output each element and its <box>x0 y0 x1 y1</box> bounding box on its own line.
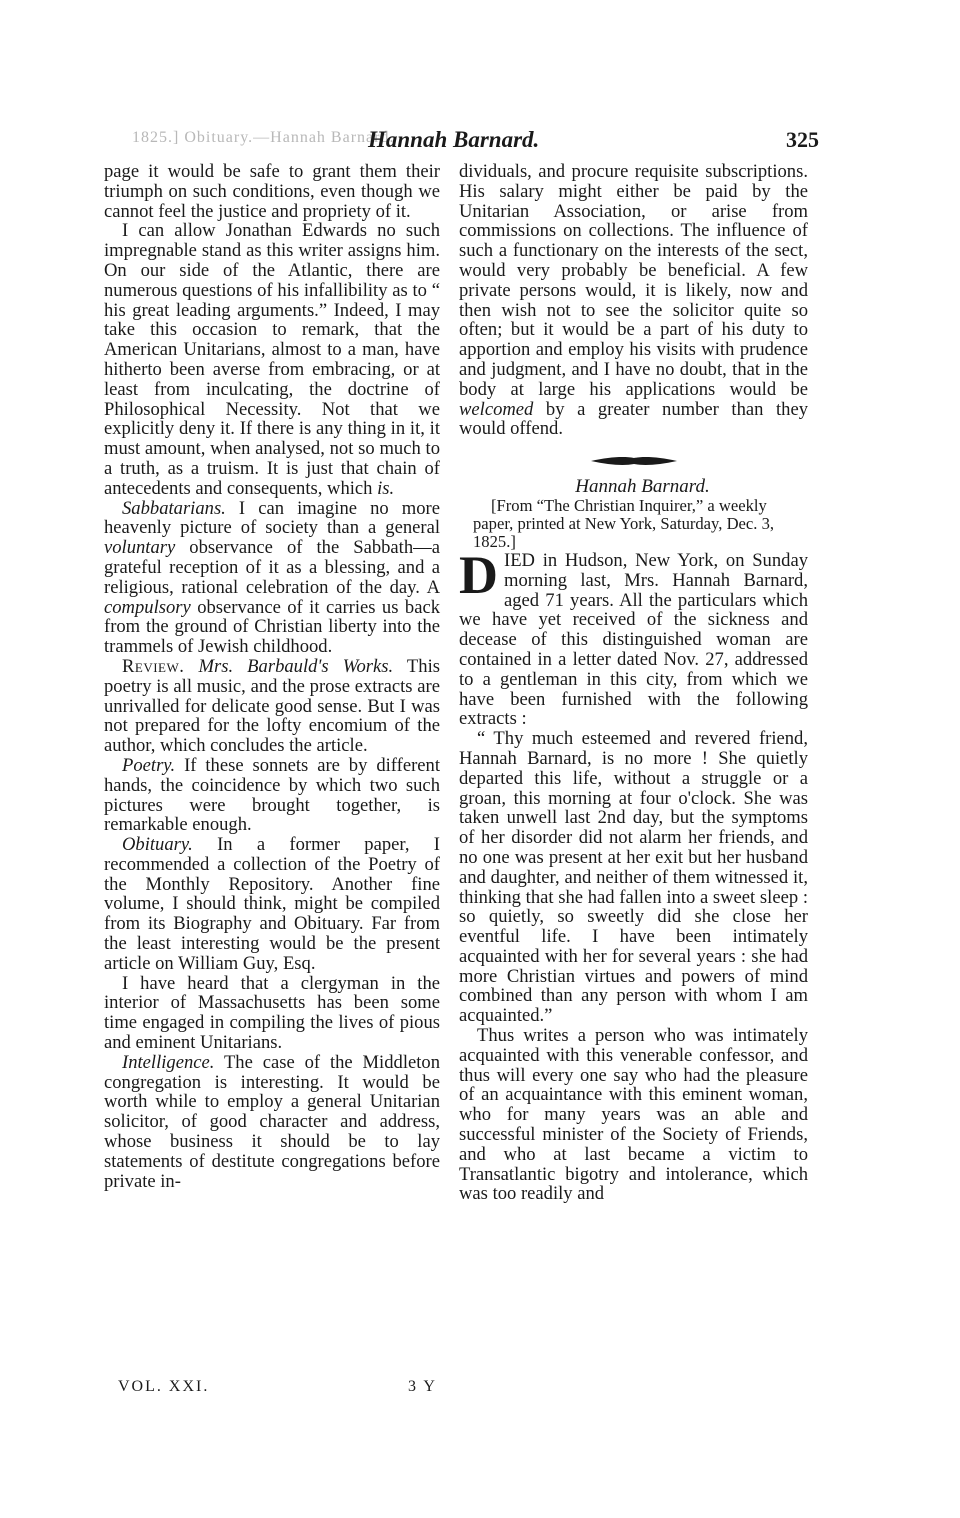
paragraph-clergyman: I have heard that a clergyman in the interior of Massachusetts has been some time engaged in compiling the lives of pious and eminent Unitarians. <box>104 972 440 1054</box>
paragraph-text: In a former paper, I recommended a collection of the Poetry of the Monthly Repository. Another fine volume, I should think, might be compiled from its Biography and Obituary. Far from the least interesting would be the present article on William Guy, Esq. <box>104 834 440 974</box>
emphasis-welcomed: welcomed <box>459 398 534 420</box>
paragraph-text: dividuals, and procure requisite subscriptions. His salary might either be paid by the Unitarian Association, or arise from commissions on collections. The influence of such a functionary on the interests of the sect, would very probably be beneficial. A few private persons would, it is likely, now and then wish not to see the solicitor quite so often; but it would be a part of his duty to apportion and employ his visits with prudence and judgment, and I have no doubt, that in the body at large his applications would be <box>459 161 808 400</box>
paragraph-continued <box>459 162 808 439</box>
paragraph-jonathan-edwards <box>104 221 440 498</box>
paragraph-text: I can allow Jonathan Edwards no such impregnable stand as this writer assigns him. On our side of the Atlantic, there are numerous questions of his infallibility as to “ his great leading arguments.” Indeed, I may take this occasion to remark, that the American Unitarians, almost to a man, have hitherto been averse from embracing, or at least from inculcating, the doctrine of Philosophical Necessity. Not that we explicitly deny it. If there is any thing in it, it must amount, when analysed, not so much to a truth, as a truism. It is just that chain of antecedents and consequents, which <box>104 220 440 499</box>
section-label-sabbatarians: Sabbatarians. <box>122 497 226 519</box>
paragraph-text: by a greater number than they would offend. <box>459 398 808 440</box>
section-divider-ornament <box>459 451 808 471</box>
paragraph-letter-extract: “ Thy much esteemed and revered friend, Hannah Barnard, is no more ! She quietly departed this life, without a struggle or a groan, this morning at four o'clock. She was taken unwell last 2nd day, but the symptoms of her disorder did not alarm her friends, and no one was present at her exit but her husband and daughter, and neither of them witnessed it, thinking that she had fallen into a sweet sleep : so quietly, so sweetly did she close her eventful life. I have been intimately acquainted with her for several years : she had more Christian virtues and powers of mind combined than any person with whom I am acquainted.” <box>459 728 808 1027</box>
paragraph-text: observance of the Sabbath—a grateful reception of it as a blessing, and a religious, rational celebration of the day. A <box>104 537 440 598</box>
drop-cap: D <box>459 544 498 605</box>
paragraph-tribute: Thus writes a person who was intimately acquainted with this venerable confessor, and thus will every one say who had the pleasure of an acquaintance with this eminent woman, who for many years was an able and successful minister of the Society of Friends, and who at last became a victim to Transatlantic bigotry and intolerance, which was too readily and <box>459 1025 808 1205</box>
paragraph-text: I can imagine no more heavenly picture of society than a general <box>104 497 440 539</box>
running-head <box>0 127 960 157</box>
paragraph-text: IED in Hudson, New York, on Sunday morning last, Mrs. Hannah Barnard, aged 71 years. All the particulars which we have yet received of the sickness and decease of this distinguished woman are contained in a letter dated Nov. 27, addressed to a gentleman in this city, from which we have been furnished with the following extracts : <box>459 549 808 730</box>
running-head-title: Hannah Barnard. <box>368 127 540 152</box>
section-label-obituary: Obituary. <box>122 834 193 856</box>
volume-label: VOL. XXI. <box>118 1378 210 1395</box>
paragraph-text: The case of the Middleton congregation is interesting. It would be worth while to employ a general Unitarian solicitor, of good character and address, whose business it should be to lay statements of destitute congregations before private in- <box>104 1051 440 1192</box>
section-label-intelligence: Intelligence. <box>122 1051 215 1073</box>
divider-icon <box>589 454 679 468</box>
section-label-review: Review. <box>122 655 185 677</box>
signature-mark: 3 Y <box>408 1378 437 1395</box>
emphasis-voluntary: voluntary <box>104 537 176 559</box>
paragraph-sabbatarians <box>104 499 440 657</box>
paragraph-continued: page it would be safe to grant them their triumph on such conditions, even though we cannot feel the justice and propriety of it. <box>104 161 440 222</box>
paragraph-intelligence <box>104 1053 440 1192</box>
section-label-poetry: Poetry. <box>122 754 176 776</box>
page-footer <box>118 1378 448 1400</box>
running-head-left: 1825.] Obituary.—Hannah Barnard. <box>132 129 395 146</box>
work-title: Mrs. Barbauld's Works. <box>198 655 394 677</box>
paragraph-poetry <box>104 756 440 835</box>
page-number: 325 <box>786 127 819 152</box>
source-note: [From “The Christian Inquirer,” a weekly paper, printed at New York, Saturday, Dec. 3, 1825.] <box>473 495 775 551</box>
paragraph-death-notice <box>459 544 808 730</box>
article-title: Hannah Barnard. <box>575 476 710 498</box>
emphasis-compulsory: compulsory <box>104 596 191 618</box>
paragraph-text: This poetry is all music, and the prose extracts are unrivalled for delicate good sense. But I was not prepared for the lofty encomium of the author, which concludes the article. <box>104 655 440 757</box>
left-column <box>104 162 440 1191</box>
paragraph-text: If these sonnets are by different hands, the coincidence by which two such pictures were brought together, is remarkable enough. <box>104 754 440 836</box>
paragraph-text: observance of it carries us back from the ground of Christian liberty into the trammels of Jewish childhood. <box>104 596 440 658</box>
emphasis-is: is. <box>377 477 395 499</box>
right-column <box>459 162 808 1204</box>
paragraph-obituary <box>104 835 440 974</box>
paragraph-review <box>104 657 440 756</box>
